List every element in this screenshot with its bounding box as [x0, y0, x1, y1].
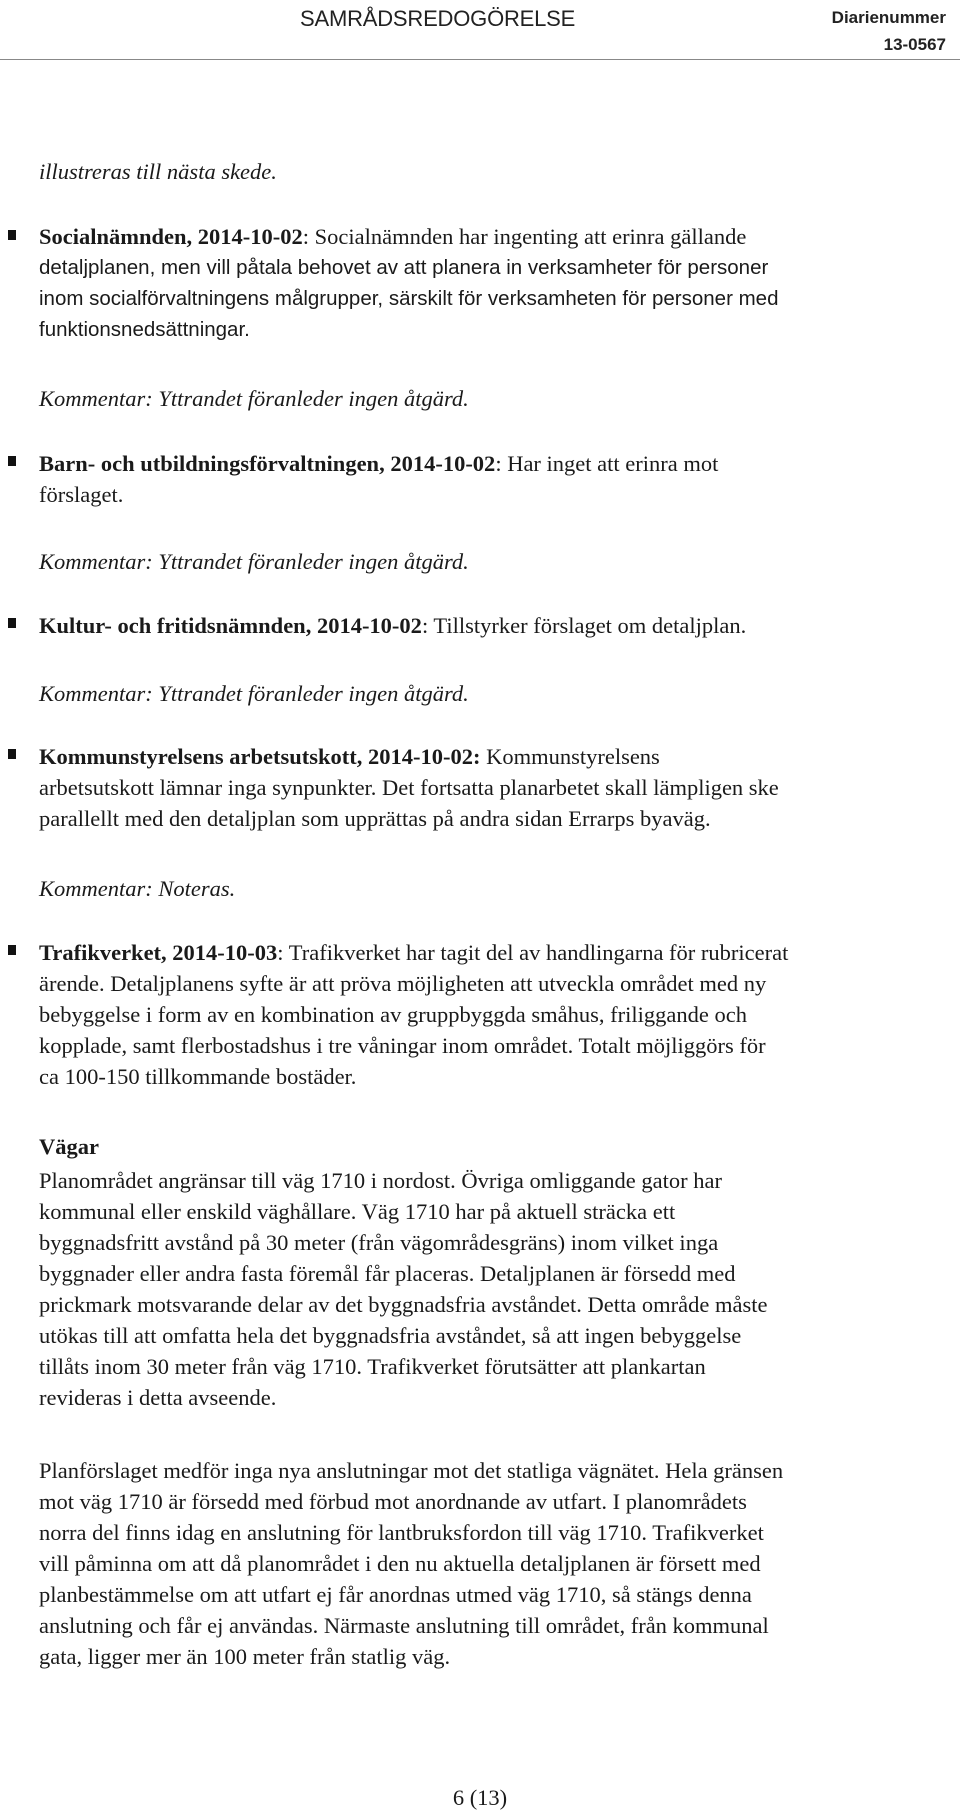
intro-line: illustreras till nästa skede. — [39, 159, 277, 184]
item-text: bebyggelse i form av en kombination av gruppbyggda småhus, friliggande och — [39, 1002, 747, 1027]
paragraph-line: prickmark motsvarande delar av det byggnadsfria avståndet. Detta område måste — [39, 1292, 768, 1317]
item-heading: Kultur- och fritidsnämnden, 2014-10-02 — [39, 613, 422, 638]
paragraph-line: Planområdet angränsar till väg 1710 i nordost. Övriga omliggande gator har — [39, 1168, 722, 1193]
item-comment: Kommentar: Yttrandet föranleder ingen åtgärd. — [39, 549, 469, 574]
paragraph-line: gata, ligger mer än 100 meter från statlig väg. — [39, 1644, 451, 1669]
bullet-icon — [8, 618, 16, 628]
paragraph-line: mot väg 1710 är försedd med förbud mot anordnande av utfart. I planområdets — [39, 1489, 747, 1514]
paragraph-line: vill påminna om att då planområdet i den nu aktuella detaljplanen är försett med — [39, 1551, 761, 1576]
consultation-item — [39, 448, 959, 510]
item-text: arbetsutskott lämnar inga synpunkter. Det fortsatta planarbetet skall lämpligen ske — [39, 775, 779, 800]
item-comment: Kommentar: Noteras. — [39, 876, 236, 901]
item-text: förslaget. — [39, 482, 124, 507]
document-title: SAMRÅDSREDOGÖRELSE — [300, 6, 576, 31]
paragraph-line: planbestämmelse om att utfart ej får anordnas utmed väg 1710, så stängs denna — [39, 1582, 752, 1607]
item-heading: Kommunstyrelsens arbetsutskott, 2014-10-02: — [39, 744, 481, 769]
paragraph-line: byggnadsfritt avstånd på 30 meter (från vägområdesgräns) inom vilket inga — [39, 1230, 719, 1255]
consultation-item — [39, 221, 959, 345]
item-text: inom socialförvaltningens målgrupper, särskilt för verksamheten för personer med — [39, 287, 779, 310]
paragraph-line: tillåts inom 30 meter från väg 1710. Trafikverket förutsätter att plankartan — [39, 1354, 706, 1379]
bullet-icon — [8, 945, 16, 955]
item-text: : Socialnämnden har ingenting att erinra gällande — [302, 224, 747, 249]
bullet-icon — [8, 456, 16, 466]
item-text: detaljplanen, men vill påtala behovet av att planera in verksamheter för personer — [39, 256, 769, 279]
item-comment: Kommentar: Yttrandet föranleder ingen åtgärd. — [39, 681, 469, 706]
header-divider — [0, 59, 960, 60]
paragraph-line: kommunal eller enskild väghållare. Väg 1710 har på aktuell sträcka ett — [39, 1199, 676, 1224]
item-text: funktionsnedsättningar. — [39, 318, 250, 341]
item-text: : Trafikverket har tagit del av handlingarna för rubricerat — [277, 940, 789, 965]
paragraph-line: anslutning och får ej användas. Närmaste anslutning till området, från kommunal — [39, 1613, 769, 1638]
item-text: ca 100-150 tillkommande bostäder. — [39, 1064, 357, 1089]
section-paragraph — [39, 1165, 959, 1413]
consultation-item — [39, 610, 959, 641]
item-text: parallellt med den detaljplan som upprättas på andra sidan Errarps byaväg. — [39, 806, 711, 831]
item-heading: Trafikverket, 2014-10-03 — [39, 940, 278, 965]
item-text: : Har inget att erinra mot — [495, 451, 719, 476]
bullet-icon — [8, 749, 16, 759]
item-heading: Barn- och utbildningsförvaltningen, 2014-10-02 — [39, 451, 496, 476]
bullet-icon — [8, 230, 16, 240]
paragraph-line: byggnader eller andra fasta föremål får placeras. Detaljplanen är försedd med — [39, 1261, 736, 1286]
page-header — [0, 0, 960, 62]
paragraph-line: Planförslaget medför inga nya anslutningar mot det statliga vägnätet. Hela gränsen — [39, 1458, 784, 1483]
consultation-item — [39, 937, 959, 1092]
item-text: ärende. Detaljplanens syfte är att pröva möjligheten att utveckla området med ny — [39, 971, 767, 996]
diary-number-label: Diarienummer — [831, 8, 946, 27]
paragraph-line: revideras i detta avseende. — [39, 1385, 277, 1410]
section-paragraph — [39, 1455, 959, 1672]
item-text: : Tillstyrker förslaget om detaljplan. — [421, 613, 747, 638]
item-heading: Socialnämnden, 2014-10-02 — [39, 224, 303, 249]
paragraph-line: utökas till att omfatta hela det byggnadsfria avståndet, så att ingen bebyggelse — [39, 1323, 742, 1348]
paragraph-line: norra del finns idag en anslutning för lantbruksfordon till väg 1710. Trafikverket — [39, 1520, 764, 1545]
consultation-item — [39, 741, 959, 834]
item-text: kopplade, samt flerbostadshus i tre våningar inom området. Totalt möjliggörs för — [39, 1033, 766, 1058]
item-text: Kommunstyrelsens — [480, 744, 660, 769]
section-heading: Vägar — [39, 1134, 99, 1159]
item-comment: Kommentar: Yttrandet föranleder ingen åtgärd. — [39, 386, 469, 411]
page-number: 6 (13) — [452, 1785, 508, 1810]
diary-number-value: 13-0567 — [883, 35, 946, 54]
